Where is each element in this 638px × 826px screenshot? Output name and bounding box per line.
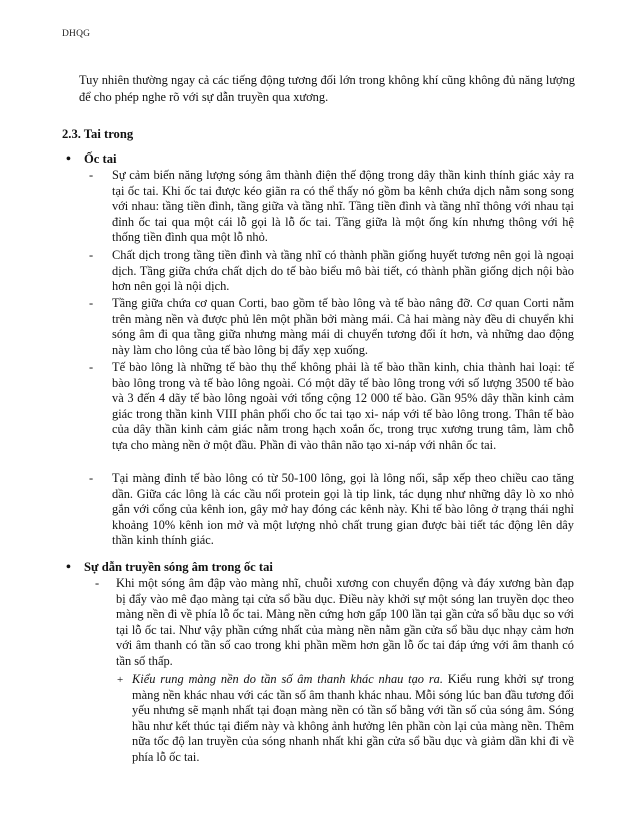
bullet-heading-text: Sự dẫn truyền sóng âm trong ốc tai [84, 560, 273, 574]
list-item-text: Khi một sóng âm đập vào màng nhĩ, chuỗi xương con chuyển động và đáy xương bàn đạp bị đẩy vào mê đạo màng tại cửa sổ bầu dục. Điều này khởi sự một sóng lan truyền dọc theo màng nền đi về phía lỗ ốc tai. Màng nền cứng hơn gấp 100 lần tại gần cửa sổ bầu dục so với tại lỗ ốc tai. Như vậy phần cứng nhất của màng nền nằm gần cửa sổ bầu dục nhạy cảm hơn với âm thanh có tần số cao trong khi phần mềm hơn gần lỗ ốc tai đáp ứng với âm thanh có tần số thấp. [116, 576, 574, 668]
italic-lead: Kiểu rung màng nền do tần số âm thanh khác nhau tạo ra. [132, 672, 443, 686]
dash-icon: - [89, 471, 94, 485]
list-item [89, 296, 574, 358]
bullet-heading-text: Ốc tai [84, 152, 117, 166]
list-item-text: Tế bào lông là những tế bào thụ thể không phải là tế bào thần kinh, chia thành hai loại: tế bào lông trong và tế bào lông ngoài. Có một dãy tế bào lông trong với số lượng 3500 tế bào và 3 đến 4 dãy tế bào lông ngoài với tổng cộng 12 000 tế bào. Gần 95% dây thần kinh cảm giác trong thần kinh VIII phân phối cho ốc tai tạo xi- náp với tế bào lông trong. Thân tế bào của dây thần kinh cảm giác nằm trong hạch xoắn ốc, trong trục xương trung tâm, làm chỗ tựa cho màng nền ở một đầu. Phần đi vào thân não tạo xi-náp với nhân ốc tai. [112, 360, 574, 452]
list-item [117, 672, 574, 766]
bullet-heading-dan-truyen [66, 559, 273, 576]
list-item [89, 248, 574, 295]
page-header: DHQG [62, 29, 91, 39]
sub-item-rest: Kiểu rung khởi sự trong màng nền khác nhau với các tần số âm thanh khác nhau. Mỗi sóng lúc ban đầu tương đối yếu nhưng sẽ mạnh nhất tại đoạn màng nền có tần số bằng với tần số của sóng âm. Sóng hầu như kết thúc tại điểm này và không ảnh hưởng lên phần còn lại của màng nền. Thêm nữa tốc độ lan truyền của sóng nhanh nhất khi gần cửa sổ bầu dục và giảm dần khi đi về phía lỗ ốc tai. [132, 672, 574, 764]
list-item [89, 360, 574, 454]
dash-icon: - [89, 248, 94, 262]
list-item [89, 471, 574, 549]
bullet-dot-icon: • [66, 560, 71, 575]
list-item [95, 576, 574, 670]
bullet-dot-icon: • [66, 152, 71, 167]
list-item-text [132, 672, 574, 766]
dash-icon: - [89, 168, 94, 182]
plus-icon: + [117, 674, 124, 686]
intro-paragraph: Tuy nhiên thường ngay cả các tiếng động tương đối lớn trong không khí cũng không đủ năng lượng để cho phép nghe rõ với sự dẫn truyền qua xương. [79, 73, 575, 104]
list-item [89, 168, 574, 246]
bullet-heading-oc-tai [66, 151, 117, 168]
list-item-text: Tại màng đỉnh tế bào lông có từ 50-100 lông, gọi là lông nối, sắp xếp theo chiều cao tăng dần. Giữa các lông là các cầu nối protein gọi là tip link, tác dụng như những dây lò xo nhỏ gắn với cổng của kênh ion, gây mở hay đóng các kênh này. Khi tế bào lông ở trạng thái nghỉ khoảng 10% kênh ion mở và một lượng nhỏ chất trung gian được bài tiết tác động lên dây thần kinh thính giác. [112, 471, 574, 548]
dash-icon: - [95, 576, 100, 590]
dash-icon: - [89, 360, 94, 374]
section-title: 2.3. Tai trong [62, 127, 134, 141]
dash-icon: - [89, 296, 94, 310]
list-item-text: Chất dịch trong tầng tiền đình và tầng nhĩ có thành phần giống huyết tương nên gọi là ngoại dịch. Tầng giữa chứa chất dịch do tế bào biểu mô bài tiết, có thành phần giống dịch nội bào hơn nên gọi là nội dịch. [112, 248, 574, 294]
list-item-text: Tầng giữa chứa cơ quan Corti, bao gồm tế bào lông và tế bào nâng đỡ. Cơ quan Corti nằm trên màng nền và được phủ lên một phần bởi màng mái. Cả hai màng này đều di chuyển khi sóng âm đi qua tầng giữa nhưng màng mái di chuyển tương đối ít hơn, và những dao động này làm cho lông của tế bào lông bị đẩy xẹp xuống. [112, 296, 574, 357]
list-item-text: Sự cảm biến năng lượng sóng âm thành điện thế động trong dây thần kinh thính giác xảy ra tại ốc tai. Khi ốc tai được kéo giãn ra có thể thấy nó gồm ba kênh chứa dịch nằm song song với nhau: tầng tiền đình, tầng giữa và tầng nhĩ. Tầng tiền đình và tầng nhĩ thông với nhau tại đỉnh ốc tai qua một cái lỗ gọi là lỗ ốc tai. Tầng giữa là một ống kín nhưng thông với hệ thống tiền đình qua một lỗ nhỏ. [112, 168, 574, 245]
